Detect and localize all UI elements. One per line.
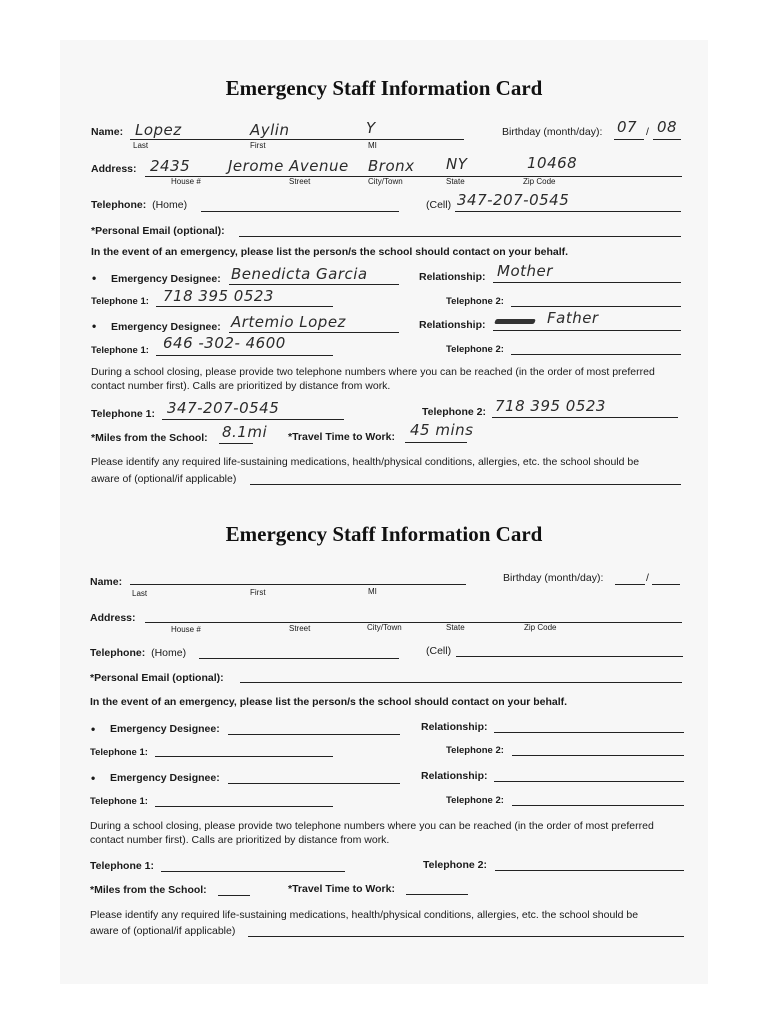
closing-text-2: contact number first). Calls are prioritized by distance from work.	[90, 834, 390, 846]
closing-text-2: contact number first). Calls are prioritized by distance from work.	[91, 380, 391, 392]
designee1-tel2-line[interactable]	[512, 755, 684, 756]
last-name-value: Lopez	[135, 121, 182, 139]
closing-tel2-line[interactable]	[492, 417, 678, 418]
miles-label: *Miles from the School:	[90, 884, 207, 896]
cell-label: (Cell)	[426, 645, 452, 657]
street-sublabel: Street	[289, 624, 311, 633]
name-line[interactable]	[130, 139, 464, 140]
closing-tel2-label: Telephone 2:	[422, 406, 486, 418]
birthday-label: Birthday (month/day):	[503, 572, 604, 584]
address-label: Address:	[90, 612, 136, 624]
designee2-tel2-label: Telephone 2:	[446, 344, 504, 355]
designee2-tel1-value: 646 -302- 4600	[163, 334, 286, 352]
cell-phone-line[interactable]	[456, 656, 683, 657]
designee2-line[interactable]	[228, 783, 400, 784]
travel-value: 45 mins	[410, 421, 474, 439]
closing-tel1-label: Telephone 1:	[90, 860, 154, 872]
closing-tel1-line[interactable]	[162, 419, 344, 420]
street-sublabel: Street	[289, 177, 311, 186]
designee1-label: Emergency Designee:	[111, 273, 221, 285]
designee2-tel2-line[interactable]	[511, 354, 681, 355]
designee2-label: Emergency Designee:	[110, 772, 220, 784]
name-label: Name:	[91, 126, 124, 138]
relationship1-line[interactable]	[494, 732, 684, 733]
zip-sublabel: Zip Code	[524, 623, 557, 632]
first-sublabel: First	[250, 588, 266, 597]
medical-line[interactable]	[248, 936, 684, 937]
last-sublabel: Last	[132, 589, 148, 598]
city-value: Bronx	[368, 157, 415, 175]
relationship2-label: Relationship:	[421, 770, 488, 782]
designee1-tel1-line[interactable]	[156, 306, 333, 307]
birthday-label: Birthday (month/day):	[502, 126, 603, 138]
telephone-label: Telephone: (Home)	[91, 199, 188, 211]
telephone-label: Telephone: (Home)	[90, 647, 187, 659]
travel-label: *Travel Time to Work:	[288, 431, 395, 443]
designee1-tel2-line[interactable]	[511, 306, 681, 307]
house-no-value: 2435	[150, 157, 191, 175]
cell-phone-line[interactable]	[455, 211, 681, 212]
designee1-label: Emergency Designee:	[110, 723, 220, 735]
birth-month-line[interactable]	[615, 584, 645, 585]
closing-text-1: During a school closing, please provide two telephone numbers where you can be reached (in the order of most preferred	[91, 366, 655, 378]
closing-tel2-line[interactable]	[495, 870, 684, 871]
relationship1-label: Relationship:	[419, 271, 486, 283]
emergency-intro: In the event of an emergency, please list the person/s the school should contact on your behalf.	[91, 246, 569, 258]
closing-tel1-value: 347-207-0545	[167, 399, 280, 417]
last-sublabel: Last	[133, 141, 149, 150]
designee1-tel1-value: 718 395 0523	[163, 287, 274, 305]
email-label: *Personal Email (optional):	[91, 225, 225, 237]
zip-sublabel: Zip Code	[523, 177, 556, 186]
closing-tel2-value: 718 395 0523	[495, 397, 606, 415]
medical-text-1: Please identify any required life-sustaining medications, health/physical conditions, allergies, etc. the school should be	[91, 456, 640, 468]
relationship2-value: Father	[547, 309, 599, 327]
birth-day-line[interactable]	[652, 584, 680, 585]
address-label: Address:	[91, 163, 137, 175]
email-line[interactable]	[239, 236, 681, 237]
first-sublabel: First	[250, 141, 266, 150]
city-sublabel: City/Town	[367, 623, 402, 632]
city-sublabel: City/Town	[368, 177, 403, 186]
address-line[interactable]	[145, 622, 682, 623]
card-title: Emergency Staff Information Card	[225, 522, 543, 546]
street-value: Jerome Avenue	[228, 157, 349, 175]
relationship1-label: Relationship:	[421, 721, 488, 733]
bullet: •	[91, 771, 96, 785]
designee1-name-value: Benedicta Garcia	[231, 265, 368, 283]
designee2-tel1-line[interactable]	[155, 806, 333, 807]
designee1-tel1-label: Telephone 1:	[91, 296, 149, 307]
birth-day-line[interactable]	[653, 139, 681, 140]
bullet: •	[91, 722, 96, 736]
relationship2-line[interactable]	[493, 330, 681, 331]
birth-month-value: 07	[617, 118, 638, 136]
designee2-line[interactable]	[229, 332, 399, 333]
name-line[interactable]	[130, 584, 466, 585]
home-phone-line[interactable]	[201, 211, 399, 212]
designee2-name-value: Artemio Lopez	[231, 313, 346, 331]
travel-label: *Travel Time to Work:	[288, 883, 395, 895]
emergency-intro: In the event of an emergency, please list the person/s the school should contact on your behalf.	[90, 696, 568, 708]
state-value: NY	[446, 155, 468, 173]
cell-label: (Cell)	[426, 199, 452, 211]
home-phone-line[interactable]	[199, 658, 399, 659]
birthday-slash: /	[646, 126, 649, 138]
cell-phone-value: 347-207-0545	[457, 191, 570, 209]
house-sublabel: House #	[171, 625, 201, 634]
medical-text-1: Please identify any required life-sustaining medications, health/physical conditions, allergies, etc. the school should be	[90, 909, 639, 921]
zip-value: 10468	[527, 154, 578, 172]
birth-day-value: 08	[657, 118, 678, 136]
designee2-label: Emergency Designee:	[111, 321, 221, 333]
designee1-tel1-line[interactable]	[155, 756, 333, 757]
house-sublabel: House #	[171, 177, 201, 186]
birth-month-line[interactable]	[614, 139, 644, 140]
medical-text-2: aware of (optional/if applicable)	[91, 473, 237, 485]
relationship1-line[interactable]	[493, 282, 681, 283]
state-sublabel: State	[446, 177, 465, 186]
first-name-value: Aylin	[250, 121, 290, 139]
relationship1-value: Mother	[497, 262, 553, 280]
state-sublabel: State	[446, 623, 465, 632]
designee2-tel2-label: Telephone 2:	[446, 795, 504, 806]
designee1-line[interactable]	[229, 284, 399, 285]
designee2-tel1-label: Telephone 1:	[90, 796, 148, 807]
closing-tel2-label: Telephone 2:	[423, 859, 487, 871]
miles-line[interactable]	[218, 895, 250, 896]
closing-tel1-label: Telephone 1:	[91, 408, 155, 420]
designee2-tel1-line[interactable]	[156, 355, 333, 356]
designee1-tel2-label: Telephone 2:	[446, 745, 504, 756]
mi-sublabel: MI	[368, 141, 377, 150]
medical-line[interactable]	[250, 484, 681, 485]
miles-value: 8.1mi	[222, 423, 268, 441]
name-label: Name:	[90, 576, 123, 588]
designee2-tel2-line[interactable]	[512, 805, 684, 806]
travel-line[interactable]	[406, 894, 468, 895]
relationship2-line[interactable]	[494, 781, 684, 782]
travel-line[interactable]	[405, 442, 467, 443]
email-label: *Personal Email (optional):	[90, 672, 224, 684]
birthday-slash: /	[646, 572, 649, 584]
designee2-tel1-label: Telephone 1:	[91, 345, 149, 356]
address-line[interactable]	[145, 176, 682, 177]
designee1-tel1-label: Telephone 1:	[90, 747, 148, 758]
card-title: Emergency Staff Information Card	[225, 76, 543, 100]
bullet: •	[92, 271, 97, 285]
mi-sublabel: MI	[368, 587, 377, 596]
medical-text-2: aware of (optional/if applicable)	[90, 925, 236, 937]
scribble-strikeout	[494, 319, 536, 324]
mi-value: Y	[366, 119, 376, 137]
closing-text-1: During a school closing, please provide two telephone numbers where you can be reached (in the order of most preferred	[90, 820, 654, 832]
bullet: •	[92, 319, 97, 333]
miles-label: *Miles from the School:	[91, 432, 208, 444]
designee1-line[interactable]	[228, 734, 400, 735]
miles-line[interactable]	[219, 443, 253, 444]
closing-tel1-line[interactable]	[161, 871, 345, 872]
designee1-tel2-label: Telephone 2:	[446, 296, 504, 307]
email-line[interactable]	[240, 682, 682, 683]
relationship2-label: Relationship:	[419, 319, 486, 331]
